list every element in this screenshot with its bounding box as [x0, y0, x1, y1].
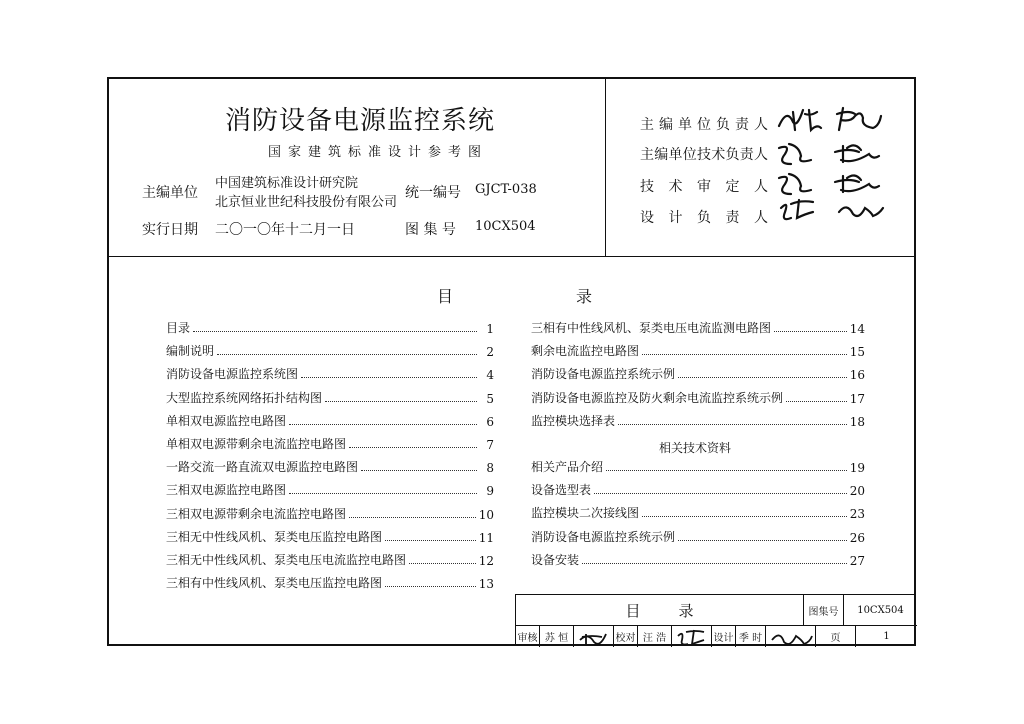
toc-entry-page: 13 — [478, 577, 494, 592]
atlas-no: 10CX504 — [475, 219, 536, 234]
responsible-role-char: 责 — [735, 117, 749, 133]
signature-2a — [779, 144, 811, 164]
toc-leader-dots — [289, 492, 477, 494]
toc-leader-dots — [289, 423, 477, 425]
toc-leader-dots — [774, 330, 847, 332]
signature-3a — [779, 174, 811, 194]
toc-entry-title: 单相双电源带剩余电流监控电路图 — [166, 437, 347, 451]
atlas-no-label: 图 集 号 — [405, 222, 456, 238]
toc-entry-page: 8 — [486, 461, 494, 476]
toc-entry-title: 三相双电源带剩余电流监控电路图 — [166, 506, 347, 521]
toc-entry-title: 剩余电流监控电路图 — [531, 344, 640, 359]
toc-row[interactable] — [531, 457, 865, 475]
toc-entry-page: 18 — [849, 414, 865, 429]
toc-row[interactable] — [531, 318, 865, 336]
toc-row[interactable] — [531, 388, 865, 406]
page-label: 页 — [816, 626, 856, 647]
responsible-role-char: 主 — [640, 117, 654, 133]
toc-leader-dots — [582, 562, 847, 564]
signature-2b — [835, 145, 879, 162]
toc-entry-page: 12 — [478, 554, 494, 568]
toc-entry-title: 监控模块选择表 — [531, 413, 616, 428]
title-block-atlas-no: 10CX504 — [844, 595, 917, 626]
toc-entry-title: 消防设备电源监控系统示例 — [531, 367, 676, 382]
toc-leader-dots — [594, 492, 847, 494]
signature-3b — [835, 175, 879, 192]
title-block — [515, 594, 916, 646]
toc-entry-title: 设备安装 — [531, 552, 580, 567]
responsible-role-char: 负 — [716, 117, 730, 133]
toc-entry-page: 15 — [849, 345, 865, 360]
toc-leader-dots — [349, 516, 476, 518]
unified-code: GJCT-038 — [475, 182, 537, 197]
toc-row[interactable] — [531, 364, 865, 382]
signature-4b — [839, 207, 883, 216]
toc-entry-title: 目录 — [166, 321, 191, 335]
responsible-role-char: 术 — [668, 179, 683, 195]
toc-leader-dots — [385, 585, 476, 587]
toc-title-left: 目 — [437, 287, 454, 306]
toc-row[interactable] — [166, 457, 494, 475]
toc-row[interactable] — [531, 341, 865, 359]
toc-entry-title: 消防设备电源监控系统示例 — [531, 529, 676, 544]
responsible-role-char: 编 — [659, 117, 673, 133]
toc-entry-page: 7 — [486, 438, 494, 452]
responsible-role-0 — [640, 114, 768, 134]
toc-leader-dots — [606, 469, 847, 471]
check-label: 校对 — [614, 626, 638, 647]
toc-leader-dots — [786, 400, 847, 402]
toc-entry-page: 9 — [486, 484, 494, 499]
toc-entry-title: 单相双电源监控电路图 — [166, 413, 287, 428]
toc-entry-title: 三相有中性线风机、泵类电压监控电路图 — [166, 576, 383, 591]
toc-entry-page: 16 — [849, 368, 865, 383]
responsible-role-char: 定 — [725, 179, 740, 195]
responsible-role-char: 计 — [668, 210, 683, 226]
responsible-role-char: 责 — [725, 210, 740, 226]
responsible-role-char: 单 — [678, 117, 692, 133]
unified-code-label: 统一编号 — [405, 185, 461, 201]
toc-entry-page: 4 — [486, 368, 494, 383]
toc-entry-title: 三相无中性线风机、泵类电压监控电路图 — [166, 529, 383, 544]
toc-row[interactable] — [166, 388, 494, 406]
designer-name: 季 时 — [736, 626, 766, 647]
toc-row[interactable] — [166, 341, 494, 359]
page-no: 1 — [883, 631, 890, 642]
toc-entry-page: 1 — [486, 322, 494, 336]
reviewer-name: 苏 恒 — [540, 626, 574, 647]
effective-date-label: 实行日期 — [142, 222, 198, 238]
checker-signature — [672, 626, 712, 647]
responsible-role-char: 术 — [711, 147, 726, 163]
toc-row[interactable] — [166, 411, 494, 429]
toc-entry-page: 6 — [486, 414, 494, 429]
responsible-role-char: 人 — [754, 117, 768, 133]
toc-leader-dots — [678, 376, 847, 378]
responsible-role-char: 技 — [640, 179, 654, 195]
design-label: 设计 — [712, 626, 736, 647]
toc-entry-page: 19 — [849, 461, 865, 475]
responsible-role-char: 人 — [754, 179, 768, 195]
responsible-role-char: 主 — [640, 147, 654, 163]
responsible-role-char: 设 — [640, 210, 654, 226]
reviewer-signature — [574, 626, 614, 647]
toc-entry-page: 17 — [849, 391, 865, 406]
toc-leader-dots — [678, 539, 847, 541]
checker-name: 汪 浩 — [638, 626, 672, 647]
toc-row[interactable] — [531, 550, 865, 568]
toc-row[interactable] — [166, 504, 494, 522]
toc-row[interactable] — [166, 318, 494, 336]
toc-entry-title: 消防设备电源监控系统图 — [166, 367, 299, 382]
responsible-role-char: 技 — [697, 147, 711, 163]
toc-leader-dots — [642, 353, 847, 355]
toc-row[interactable] — [531, 411, 865, 429]
toc-leader-dots — [618, 423, 847, 425]
toc-leader-dots — [325, 400, 477, 402]
toc-row[interactable] — [531, 527, 865, 545]
title-block-name-left: 目 — [625, 601, 641, 620]
title-block-name — [516, 595, 804, 626]
review-label: 审核 — [516, 626, 540, 647]
responsible-role-char: 责 — [739, 147, 754, 163]
toc-entry-page: 10 — [478, 507, 494, 522]
toc-entry-title: 消防设备电源监控及防火剩余电流监控系统示例 — [531, 390, 784, 405]
responsible-role-char: 单 — [668, 147, 683, 163]
responsible-role-1 — [640, 144, 768, 164]
title-block-atlas-label: 图集号 — [804, 595, 844, 626]
toc-entry-page: 14 — [849, 322, 865, 336]
toc-leader-dots — [642, 515, 847, 517]
toc-entry-title: 相关产品介绍 — [531, 460, 604, 474]
toc-leader-dots — [217, 353, 477, 355]
toc-entry-title: 设备选型表 — [531, 483, 592, 498]
toc-entry-title: 大型监控系统网络拓扑结构图 — [166, 390, 323, 405]
toc-entry-page: 5 — [486, 391, 494, 406]
editor-unit-line-2: 北京恒业世纪科技股份有限公司 — [215, 195, 398, 210]
effective-date: 二〇一〇年十二月一日 — [215, 222, 355, 238]
responsible-role-char: 负 — [697, 210, 711, 226]
toc-entry-page: 26 — [849, 530, 865, 545]
signature-group — [775, 104, 895, 224]
responsible-role-char: 人 — [754, 210, 768, 226]
toc-row[interactable] — [531, 503, 865, 521]
toc-row[interactable] — [166, 364, 494, 382]
responsible-role-char: 人 — [754, 147, 768, 163]
toc-entry-title: 一路交流一路直流双电源监控电路图 — [166, 460, 359, 475]
header-divider — [107, 256, 916, 257]
signature-4a — [781, 200, 813, 219]
signature-1b — [837, 108, 881, 130]
designer-signature — [766, 626, 816, 647]
title-block-name-right: 录 — [678, 601, 694, 620]
editor-unit-line-1: 中国建筑标准设计研究院 — [215, 176, 359, 191]
toc-entry-page: 11 — [478, 530, 494, 545]
toc-row[interactable] — [166, 480, 494, 498]
header-vertical-divider — [605, 77, 606, 257]
toc-row[interactable] — [166, 527, 494, 545]
responsible-role-2 — [640, 176, 768, 196]
toc-leader-dots — [361, 469, 477, 471]
responsible-role-char: 位 — [682, 147, 697, 163]
responsible-role-char: 位 — [697, 117, 711, 133]
responsible-role-3 — [640, 207, 768, 227]
editor-unit-label: 主编单位 — [142, 185, 198, 201]
toc-leader-dots — [409, 562, 476, 564]
toc-leader-dots — [385, 539, 476, 541]
toc-entry-page: 27 — [849, 553, 865, 568]
toc-leader-dots — [193, 330, 477, 332]
toc-entry-title: 三相无中性线风机、泵类电压电流监控电路图 — [166, 553, 407, 567]
toc-entry-page: 2 — [486, 345, 494, 360]
toc-entry-title: 三相双电源监控电路图 — [166, 483, 287, 498]
toc-leader-dots — [349, 446, 477, 448]
toc-row[interactable] — [166, 550, 494, 568]
toc-entry-title: 编制说明 — [166, 344, 215, 359]
atlas-subtitle: 国家建筑标准设计参考图 — [268, 145, 489, 160]
signature-1a — [779, 110, 821, 130]
responsible-role-char: 编 — [654, 147, 669, 163]
atlas-title: 消防设备电源监控系统 — [225, 106, 496, 136]
toc-row[interactable] — [166, 434, 494, 452]
toc-entry-title: 三相有中性线风机、泵类电压电流监测电路图 — [531, 321, 772, 335]
responsible-role-char: 负 — [725, 147, 740, 163]
toc-row[interactable] — [531, 480, 865, 498]
responsible-role-char: 审 — [697, 179, 711, 195]
toc-title-right: 录 — [576, 287, 593, 306]
toc-row[interactable] — [166, 573, 494, 591]
toc-section-label: 相关技术资料 — [659, 441, 732, 455]
toc-leader-dots — [301, 376, 477, 378]
toc-entry-title: 监控模块二次接线图 — [531, 506, 640, 521]
toc-entry-page: 23 — [849, 507, 865, 522]
toc-entry-page: 20 — [849, 484, 865, 499]
